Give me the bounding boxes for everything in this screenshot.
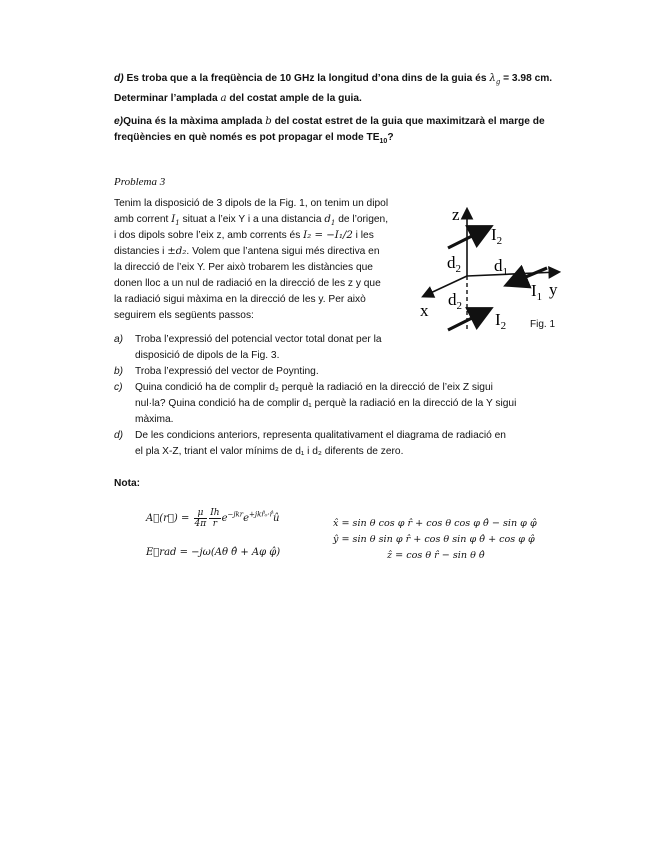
label-I1: $I_1$ (531, 281, 543, 303)
part-e-text3: freqüències en què només es pot propagar el mode TE (114, 132, 380, 143)
lambda-symbol: λ (489, 73, 496, 84)
equation-y-unit: ŷ = sin θ sin φ r̂ + cos θ sin φ θ̂ + cos φ φ̂ (333, 534, 535, 545)
part-e-label: e) (114, 116, 124, 127)
part-d-text1: Es troba que a la freqüència de 10 GHz la longitud d’ona dins de la guia és (126, 73, 487, 84)
part-d-label: d) (114, 73, 124, 84)
x-axis (424, 276, 467, 296)
label-d1: $d_1$ (494, 256, 508, 278)
label-I2-bottom: $I_2$ (495, 310, 507, 332)
eq-a-num2: Ih (210, 508, 220, 518)
te-subscript: 10 (379, 138, 388, 146)
problem-line-5: la direcció de l’eix Y. Per això trobarem les distàncies que (114, 262, 373, 273)
list-line: el pla X-Z, triant el valor mínims de d₁ i d₂ diferents de zero. (135, 446, 404, 457)
var-b: b (265, 116, 272, 127)
current-relation: I₂ = −I₁/2 (303, 230, 353, 241)
list-label: d) (114, 430, 124, 441)
part-d-text2: Determinar l’amplada (114, 93, 218, 104)
part-d-line1 (114, 71, 554, 90)
problem-line-7: la radiació sigui màxima en la direcció de les y. Per això (114, 294, 366, 305)
list-label: a) (114, 334, 124, 345)
equation-vector-potential (146, 508, 280, 529)
part-e-text4: ? (387, 132, 394, 143)
equation-x-unit: x̂ = sin θ cos φ r̂ + cos θ cos φ θ̂ − sin φ φ̂ (333, 518, 537, 529)
eq-a-exp2-sup: +jkr̂₀·r̂ (249, 510, 274, 519)
eq-a-exp: e (221, 513, 228, 524)
eq-a-exp-sup: −jkr (227, 510, 244, 519)
part-e-line2 (114, 130, 554, 150)
problem-line-1: Tenim la disposició de 3 dipols de la Fig. 1, on tenim un dipol (114, 198, 389, 209)
equation-z-unit: ẑ = cos θ r̂ − sin θ θ̂ (387, 550, 485, 561)
eq-a-unit: û (273, 513, 280, 524)
eq-a-num1: μ (194, 508, 208, 519)
problem-line-4 (114, 244, 406, 260)
part-e-line1 (114, 114, 554, 130)
var-I1: I (171, 214, 176, 225)
var-a: a (220, 93, 227, 104)
label-d2-bottom: $d_2$ (448, 290, 462, 312)
problem-text: i dos dipols sobre l’eix z, amb corrents és (114, 230, 301, 241)
nota-label: Nota: (114, 478, 141, 489)
distance-pm-d2: ±d₂ (167, 246, 187, 257)
problem-text: situat a l’eix Y i a una distancia (182, 214, 322, 225)
part-d-line2 (114, 91, 554, 107)
part-d-value: = 3.98 cm. (500, 73, 553, 84)
part-d-text3: del costat ample de la guia. (229, 93, 362, 104)
equation-radiated-field: E⃗rad = −jω(Aθ θ̂ + Aφ φ̂) (146, 547, 281, 558)
figure-caption: Fig. 1 (530, 319, 556, 330)
list-label: b) (114, 366, 124, 377)
list-item-a (114, 332, 544, 364)
part-e-text1: Quina és la màxima amplada (123, 116, 263, 127)
part-e-text2: del costat estret de la guia que maximitzarà el marge de (274, 116, 545, 127)
list-line: Quina condició ha de complir d₂ perquè la radiació en la direcció de l’eix Z sigui (135, 382, 493, 393)
problem-line-8: seguirem els següents passos: (114, 310, 254, 321)
list-line: nul·la? Quina condició ha de complir d₁ perquè la radiació en la direcció de la Y sigui (135, 398, 517, 409)
problem-text: . Volem que l’antena sigui més directiva en (186, 246, 380, 257)
list-label: c) (114, 382, 123, 393)
dipole-I2-bottom (448, 310, 488, 330)
problem-text: de l’origen, (338, 214, 389, 225)
list-item-c (114, 380, 546, 428)
var-d1-sub: 1 (330, 219, 336, 228)
lambda-subscript: g (495, 78, 501, 87)
dipole-I2-top (448, 228, 488, 248)
problem-text: distancies i (114, 246, 165, 257)
axis-y-label: y (549, 280, 558, 299)
list-item-b (114, 364, 544, 380)
eq-a-exp2: e (243, 513, 250, 524)
list-line: Troba l’expressió del potencial vector total donat per la (135, 334, 382, 345)
list-line: Troba l’expressió del vector de Poynting. (135, 366, 319, 377)
dipole-I1 (509, 268, 547, 284)
problem-line-3 (114, 228, 406, 244)
list-line: De les condicions anteriors, representa qualitativament el diagrama de radiació en (135, 430, 506, 441)
label-I2-top: $I_2$ (491, 225, 503, 247)
y-axis (467, 272, 558, 276)
problem-text: amb corrent (114, 214, 169, 225)
label-d2-top: $d_2$ (447, 253, 461, 275)
problem-title: Problema 3 (114, 176, 166, 188)
eq-a-lhs: A⃗(r⃗) = (146, 513, 193, 524)
axis-x-label: x (420, 301, 429, 320)
var-I1-sub: 1 (175, 219, 180, 228)
problem-text: i les (355, 230, 374, 241)
axis-z-label: z (452, 205, 460, 224)
problem-line-6: donen lloc a un nul de radiació en la direcció de les z y que (114, 278, 381, 289)
list-item-d (114, 428, 546, 460)
list-line: màxima. (135, 414, 174, 425)
eq-a-den1: 4π (194, 519, 207, 529)
var-d1: d (324, 214, 331, 225)
eq-a-den2: r (212, 519, 218, 529)
list-line: disposició de dipols de la Fig. 3. (135, 350, 280, 361)
